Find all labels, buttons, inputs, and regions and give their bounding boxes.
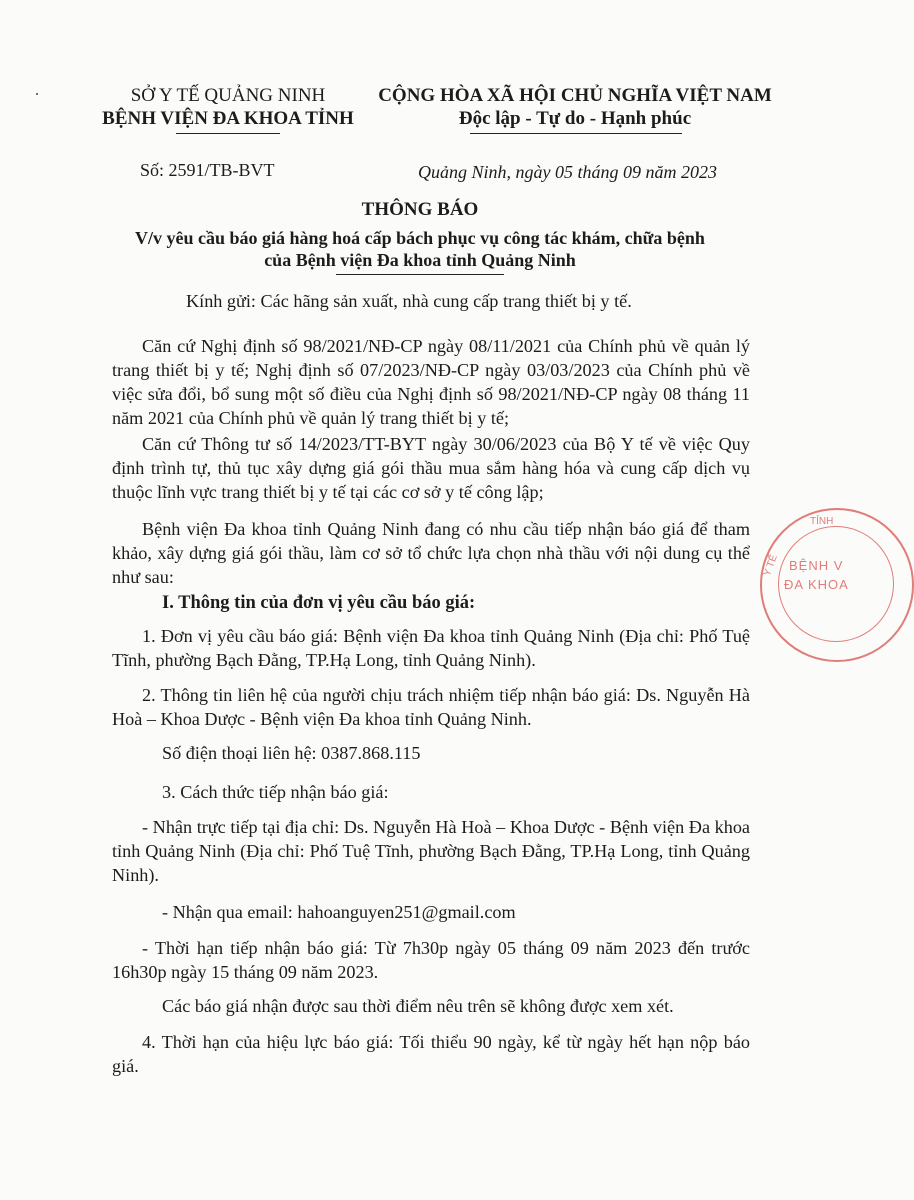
header-right-underline xyxy=(470,133,682,134)
info-item-3: 3. Cách thức tiếp nhận báo giá: xyxy=(162,782,389,802)
agency-name: SỞ Y TẾ QUẢNG NINH xyxy=(130,85,326,106)
receive-deadline: - Thời hạn tiếp nhận báo giá: Từ 7h30p ngày 05 tháng 09 năm 2023 đến trước 16h30p ngày 15 tháng 09 năm 2023. xyxy=(112,938,750,982)
document-subject-line2: của Bệnh viện Đa khoa tỉnh Quảng Ninh xyxy=(264,250,576,270)
contact-phone: Số điện thoại liên hệ: 0387.868.115 xyxy=(162,743,421,763)
document-number: Số: 2591/TB-BVT xyxy=(140,160,275,180)
receive-method-email: - Nhận qua email: hahoanguyen251@gmail.com xyxy=(162,902,516,922)
recipient: Kính gửi: Các hãng sản xuất, nhà cung cấp trang thiết bị y tế. xyxy=(186,291,632,311)
scan-speck xyxy=(36,93,38,95)
section-heading-1: I. Thông tin của đơn vị yêu cầu báo giá: xyxy=(162,593,476,613)
document-title: THÔNG BÁO xyxy=(361,199,479,220)
legal-basis-paragraph-2: Căn cứ Thông tư số 14/2023/TT-BYT ngày 30/06/2023 của Bộ Y tế về việc Quy định trình tự, thủ tục xây dựng giá gói thầu mua sắm hàng hóa và cung cấp dịch vụ thuộc lĩnh vực trang thiết bị y tế tại các cơ sở y tế công lập; xyxy=(112,434,750,502)
national-motto: Độc lập - Tự do - Hạnh phúc xyxy=(458,108,692,129)
stamp-text-line1: BỆNH V xyxy=(789,558,844,573)
red-stamp xyxy=(760,508,914,662)
hospital-name: BỆNH VIỆN ĐA KHOA TỈNH xyxy=(102,108,354,129)
info-item-2: 2. Thông tin liên hệ của người chịu trách nhiệm tiếp nhận báo giá: Ds. Nguyễn Hà Hoà – Khoa Dược - Bệnh viện Đa khoa tỉnh Quảng Ninh. xyxy=(112,685,750,729)
title-underline xyxy=(336,274,504,275)
info-item-4: 4. Thời hạn của hiệu lực báo giá: Tối thiểu 90 ngày, kể từ ngày hết hạn nộp báo giá. xyxy=(112,1032,750,1076)
national-title: CỘNG HÒA XÃ HỘI CHỦ NGHĨA VIỆT NAM xyxy=(378,85,772,106)
info-item-1: 1. Đơn vị yêu cầu báo giá: Bệnh viện Đa khoa tỉnh Quảng Ninh (Địa chỉ: Phố Tuệ Tĩnh, phường Bạch Đằng, TP.Hạ Long, tỉnh Quảng Ninh). xyxy=(112,626,750,670)
legal-basis-paragraph-1: Căn cứ Nghị định số 98/2021/NĐ-CP ngày 08/11/2021 của Chính phủ về quản lý trang thiết bị y tế; Nghị định số 07/2023/NĐ-CP ngày 03/03/2023 của Chính phủ về việc sửa đổi, bổ sung một số điều của Nghị định số 98/2021/NĐ-CP ngày 08 tháng 11 năm 2021 của Chính phủ về quản lý trang thiết bị y tế; xyxy=(112,336,750,428)
stamp-side-text: Y TẾ xyxy=(762,553,780,578)
place-and-date: Quảng Ninh, ngày 05 tháng 09 năm 2023 xyxy=(418,162,717,182)
late-submission-note: Các báo giá nhận được sau thời điểm nêu trên sẽ không được xem xét. xyxy=(162,996,674,1016)
receive-method-direct: - Nhận trực tiếp tại địa chỉ: Ds. Nguyễn Hà Hoà – Khoa Dược - Bệnh viện Đa khoa tỉnh Quảng Ninh (Địa chỉ: Phố Tuệ Tĩnh, phường Bạch Đằng, TP.Hạ Long, tỉnh Quảng Ninh). xyxy=(112,817,750,885)
document-subject-line1: V/v yêu cầu báo giá hàng hoá cấp bách phục vụ công tác khám, chữa bệnh xyxy=(135,228,705,248)
request-paragraph: Bệnh viện Đa khoa tỉnh Quảng Ninh đang có nhu cầu tiếp nhận báo giá để tham khảo, xây dựng giá gói thầu, làm cơ sở tổ chức lựa chọn nhà thầu với nội dung cụ thể như sau: xyxy=(112,519,750,587)
stamp-top-text: TỈNH xyxy=(810,516,834,527)
stamp-text-line2: ĐA KHOA xyxy=(784,577,849,592)
header-left-underline xyxy=(176,133,280,134)
